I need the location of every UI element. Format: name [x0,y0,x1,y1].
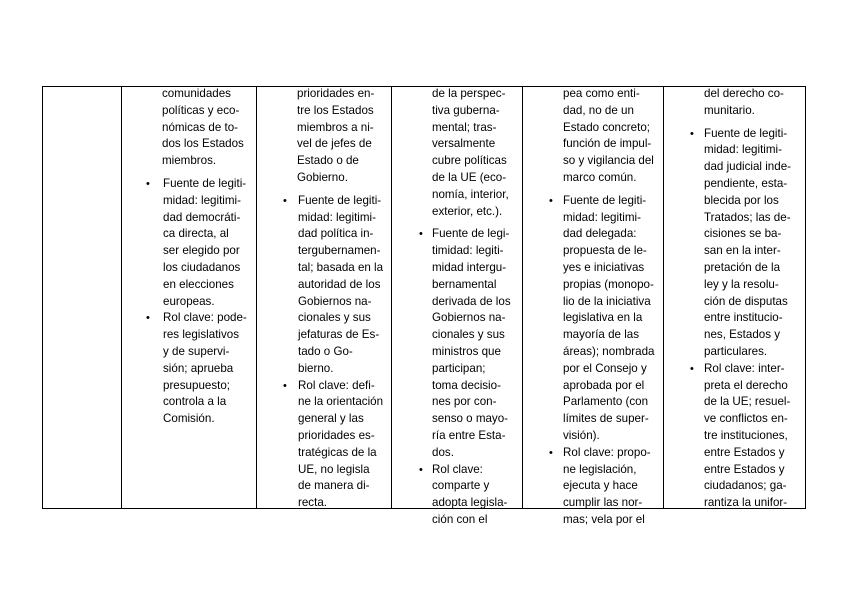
table-cell-council [392,87,521,529]
text-line: límites de super- [563,412,649,426]
bullet-item [122,310,255,428]
text-line: comparte y [432,479,490,493]
text-line: autoridad de los [298,277,381,291]
text-line: pea como enti- [563,87,640,100]
text-line: europeas. [163,294,215,308]
text-line: los ciudadanos [163,260,241,274]
text-line: cisiones se ba- [704,227,782,241]
text-line: munitario. [704,103,755,117]
table-border-left [42,87,43,508]
text-line: ría entre Esta- [432,428,506,442]
text-line: presupuesto; [163,378,231,392]
bullet-dot-icon: • [690,362,694,375]
bullet-item [523,193,662,445]
text-line: controla a la [163,395,227,409]
text-line: ca directa, al [163,227,229,241]
text-line: Fuente de legiti- [298,193,382,207]
text-line: cionales y sus [432,328,505,342]
text-line: Tratados; las de- [704,210,791,224]
text-line: timidad: legiti- [432,244,504,258]
bullet-dot-icon: • [549,194,553,207]
text-line: derivada de los [432,294,511,308]
bullet-dot-icon: • [419,228,423,241]
institutions-table [42,86,806,526]
text-line: legislativa en la [563,311,643,325]
text-line: ser elegido por [163,244,240,258]
text-line: miembros. [162,154,217,168]
text-line: áreas); nombrada [563,344,655,358]
text-line: sión; aprueba [163,361,234,375]
text-line: cubre políticas [432,154,507,168]
text-line: so y vigilancia del [563,154,654,168]
text-line: general y las [298,412,364,426]
text-line: tratégicas de la [298,445,377,459]
cell-intro-text [257,86,390,187]
bullet-dot-icon: • [283,194,287,207]
text-line: prioridades en- [297,87,375,100]
text-line: dos los Estados [162,137,244,151]
text-line: nes por con- [432,395,497,409]
text-line: ciudadanos; ga- [704,479,787,493]
text-line: de manera di- [298,479,370,493]
text-line: mas; vela por el [563,512,645,526]
text-line: Rol clave: pode- [163,311,247,325]
text-line: participan; [432,361,486,375]
bullet-dot-icon: • [549,446,553,459]
text-line: dos. [432,445,454,459]
text-line: Fuente de legiti- [163,176,247,190]
text-line: Gobiernos na- [298,294,372,308]
bullet-item [392,462,521,529]
text-line: función de impul- [563,137,652,151]
bullet-item [257,193,390,378]
text-line: ley y la resolu- [704,277,779,291]
text-line: Rol clave: propo- [563,445,651,459]
text-line: ve conflictos en- [704,412,788,426]
text-line: en elecciones [163,277,234,291]
text-line: miembros a ni- [297,120,374,134]
table-cell-commission [523,87,662,529]
bullet-item [664,361,804,512]
text-line: de la UE; resuel- [704,395,791,409]
text-line: recta. [298,496,327,510]
text-line: marco común. [563,170,637,184]
table-cell-court-of-justice [664,87,804,512]
text-line: nomía, interior, [432,187,509,201]
text-line: dad política in- [298,227,374,241]
text-line: yes e iniciativas [563,260,645,274]
text-line: dad judicial inde- [704,160,792,174]
text-line: vel de jefes de [297,137,372,151]
text-line: Gobierno. [297,170,348,184]
text-line: Rol clave: inter- [704,361,785,375]
text-line: exterior, etc.). [432,204,503,218]
text-line: res legislativos [163,328,240,342]
text-line: Estado concreto; [563,120,651,134]
text-line: Rol clave: [432,462,483,476]
text-line: Estado o de [297,154,359,168]
text-line: midad intergu- [432,260,507,274]
table-cell-parliament [122,87,255,428]
text-line: mental; tras- [432,120,497,134]
text-line: Fuente de legiti- [704,126,788,140]
text-line: tergubernamen- [298,244,381,258]
text-line: por el Consejo y [563,361,647,375]
text-line: aprobada por el [563,378,645,392]
bullet-item [523,445,662,529]
text-line: ción de disputas [704,294,788,308]
text-line: lio de la iniciativa [563,294,651,308]
text-line: cionales y sus [298,311,371,325]
bullet-item [392,226,521,461]
text-line: preta el derecho [704,378,788,392]
text-line: midad: legitimi- [563,210,641,224]
text-line: toma decisio- [432,378,501,392]
text-line: propuesta de le- [563,244,647,258]
text-line: nes, Estados y [704,328,781,342]
text-line: dad delegada: [563,227,637,241]
cell-intro-text [392,86,521,220]
text-line: blecida por los [704,193,779,207]
text-line: versalmente [432,137,496,151]
text-line: mayoría de las [563,328,640,342]
bullet-item [122,176,255,310]
text-line: políticas y eco- [162,103,240,117]
text-line: ministros que [432,344,501,358]
text-line: y de supervi- [163,344,230,358]
table-cell-european-council [257,87,390,512]
text-line: entre Estados y [704,445,785,459]
text-line: senso o mayo- [432,412,509,426]
text-line: del derecho co- [704,87,784,100]
bullet-item [257,378,390,512]
text-line: Comisión. [163,412,215,426]
text-line: tiva guberna- [432,103,500,117]
bullet-dot-icon: • [283,379,287,392]
text-line: midad: legitimi- [163,193,241,207]
text-line: cumplir las nor- [563,496,643,510]
text-line: tal; basada en la [298,260,384,274]
text-line: Fuente de legi- [432,227,510,241]
text-line: pendiente, esta- [704,176,788,190]
bullet-dot-icon: • [146,177,150,190]
text-line: Gobiernos na- [432,311,506,325]
text-line: ción con el [432,512,488,526]
text-line: tado o Go- [298,344,353,358]
text-line: ne legislación, [563,462,637,476]
text-line: adopta legisla- [432,496,508,510]
text-line: Fuente de legiti- [563,193,647,207]
text-line: ejecuta y hace [563,479,638,493]
text-line: entre Estados y [704,462,785,476]
cell-intro-text [523,86,662,187]
text-line: visión). [563,428,600,442]
text-line: pretación de la [704,260,781,274]
bullet-dot-icon: • [146,312,150,325]
text-line: san en la inter- [704,244,781,258]
bullet-dot-icon: • [419,463,423,476]
text-line: comunidades [162,87,231,100]
text-line: prioridades es- [298,428,375,442]
bullet-dot-icon: • [690,127,694,140]
text-line: rantiza la unifor- [704,496,788,510]
text-line: de la perspec- [432,87,506,100]
text-line: tre los Estados [297,103,374,117]
text-line: particulares. [704,344,768,358]
cell-intro-text [664,86,804,120]
text-line: Rol clave: defi- [298,378,375,392]
text-line: dad democráti- [163,210,241,224]
text-line: tre instituciones, [704,428,788,442]
text-line: midad: legitimi- [298,210,376,224]
bullet-item [664,126,804,361]
text-line: bierno. [298,361,334,375]
text-line: nómicas de to- [162,120,239,134]
text-line: UE, no legisla [298,462,370,476]
text-line: midad: legitimi- [704,143,782,157]
text-line: Parlamento (con [563,395,649,409]
text-line: propias (monopo- [563,277,654,291]
text-line: bernamental [432,277,497,291]
text-line: jefaturas de Es- [298,328,380,342]
table-border-right [805,87,806,508]
text-line: entre institucio- [704,311,783,325]
text-line: de la UE (eco- [432,170,507,184]
cell-intro-text [122,86,255,170]
text-line: ne la orientación [298,395,384,409]
text-line: dad, no de un [563,103,634,117]
